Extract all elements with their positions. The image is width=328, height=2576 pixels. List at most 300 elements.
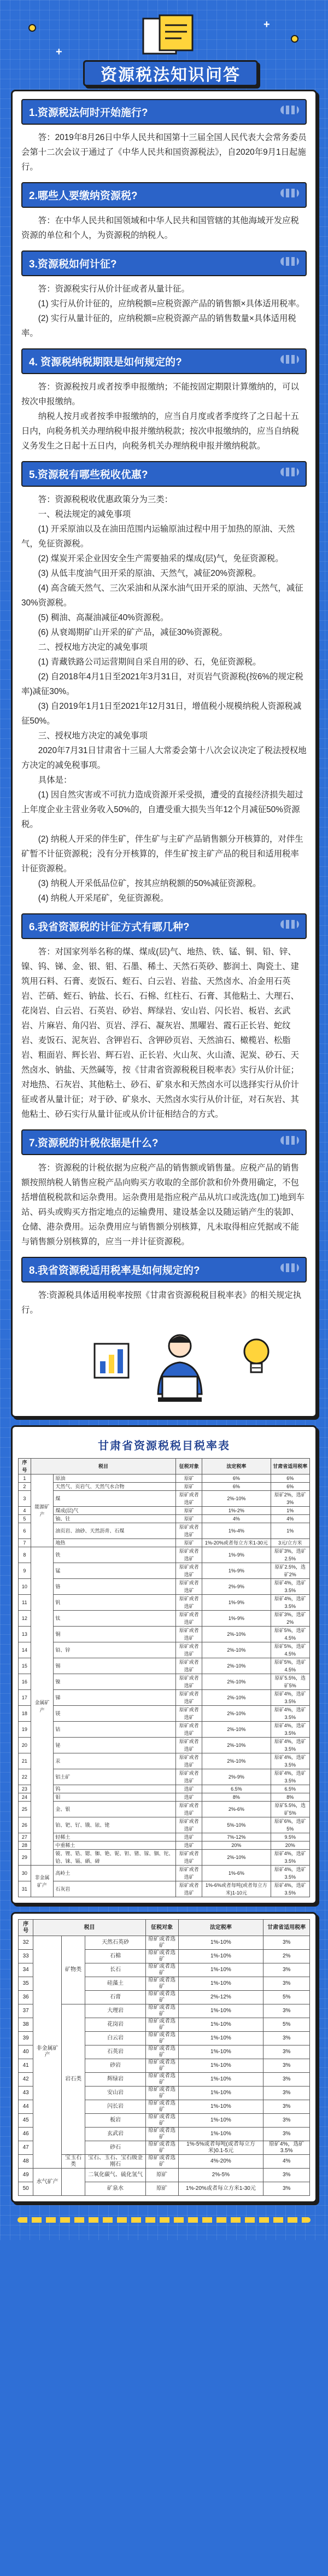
col-header: 税目: [33, 1920, 145, 1936]
answer-paragraph: (6) 从衰竭期矿山开采的矿产品，减征30%资源税。: [38, 628, 228, 637]
table-cell: 30: [19, 1866, 31, 1881]
table-cell: 石棉: [85, 1950, 145, 1963]
table-cell: 2%-10%: [202, 1706, 271, 1722]
table-cell: 宝石、玉石、宝石级金刚石: [85, 2155, 145, 2169]
answer-text: [21, 1288, 307, 1318]
decor-wave: [17, 2217, 311, 2223]
table-cell: 9: [19, 1563, 31, 1579]
table-cell: 22: [19, 1769, 31, 1785]
table-row: [19, 1491, 310, 1507]
table-cell: 20: [19, 1738, 31, 1753]
table-cell: 镁: [54, 1706, 176, 1722]
table-cell: 锡: [54, 1658, 176, 1674]
table-cell: 6.5%: [271, 1785, 310, 1793]
table-cell: 13: [19, 1627, 31, 1642]
table-cell: 41: [19, 2059, 33, 2073]
table-cell: 3: [19, 1491, 31, 1507]
table-cell: 47: [19, 2141, 33, 2155]
table-cell: 石英岩: [85, 2045, 145, 2059]
table-cell: 原矿或者选矿: [145, 2018, 178, 2032]
question-heading: 6.我省资源税的计征方式有哪几种?: [21, 913, 307, 939]
answer-text: [21, 213, 307, 243]
rate-table-title: 甘肃省资源税税目税率表: [98, 1440, 230, 1452]
table-cell: 3%: [263, 1936, 310, 1950]
chart-icon: [92, 1342, 131, 1380]
table-cell: 6%: [202, 1483, 271, 1491]
table-cell: 43: [19, 2087, 33, 2100]
table-cell: 锑: [54, 1690, 176, 1706]
table-cell: 原矿或者选矿: [176, 1690, 202, 1706]
table-cell: 原矿或者选矿: [176, 1523, 202, 1539]
answer-text: [21, 1161, 307, 1249]
answer-paragraph: (1) 开采原油以及在油田范围内运输原油过程中用于加热的原油、天然气，免征资源税。: [21, 524, 295, 549]
answer-text: [21, 380, 307, 453]
table-cell: 2%-10%: [202, 1690, 271, 1706]
table-cell: 5: [19, 1515, 31, 1523]
table-cell: 原矿2.5%，选矿2%: [271, 1563, 310, 1579]
table-cell: 原矿4%，选矿3.5%: [271, 1706, 310, 1722]
table-cell: 水气矿产: [33, 2169, 62, 2196]
answer-paragraph: (4) 高含硫天然气、三次采油和从深水油气田开采的原油、天然气，减征30%资源税。: [21, 584, 303, 608]
table-cell: 28: [19, 1841, 31, 1850]
table-cell: 原矿或者选矿: [176, 1547, 202, 1563]
answer-paragraph: (2) 自2018年4月1日至2021年3月31日，对页岩气资源税(按6%的规定税率)减征30%。: [21, 672, 303, 696]
table-cell: 20%: [202, 1841, 271, 1850]
table-cell: 3%: [263, 2100, 310, 2114]
table-cell: 25: [19, 1802, 31, 1817]
table-cell: 钛: [54, 1611, 176, 1627]
table-cell: 4%: [263, 2155, 310, 2169]
table-cell: 3%: [263, 2004, 310, 2018]
table-cell: 10: [19, 1579, 31, 1595]
table-cell: 宝玉石类: [61, 2155, 85, 2169]
answer-paragraph: 纳税人按月或者按季申报缴纳的，应当自月度或者季度终了之日起十五日内，向税务机关办理纳税申报并缴纳税款；按次申报缴纳的，应当自纳税义务发生之日起十五日内，向税务机关办理纳税申报并缴纳税款。: [21, 412, 299, 451]
table-cell: 1%-10%: [178, 2045, 263, 2059]
table-cell: 钼: [54, 1793, 176, 1802]
table-cell: 铬: [54, 1579, 176, 1595]
table-cell: 原矿或者选矿: [145, 2128, 178, 2141]
table-row: [19, 1539, 310, 1547]
table-cell: 石灰岩: [54, 1881, 176, 1897]
table-row: [19, 1674, 310, 1690]
table-row: [19, 1769, 310, 1785]
table-cell: 15: [19, 1658, 31, 1674]
table-cell: 原矿5%，选矿4.5%: [271, 1658, 310, 1674]
table-cell: 45: [19, 2114, 33, 2128]
col-header: 序号: [19, 1459, 31, 1475]
col-header: 税目: [31, 1459, 176, 1475]
question-heading: 2.哪些人要缴纳资源税?: [21, 182, 307, 208]
table-cell: 原矿或者选矿: [176, 1881, 202, 1897]
question-heading: 3.资源税如何计征?: [21, 250, 307, 276]
rate-table-2: [18, 1919, 310, 2196]
table-cell: 原矿或者选矿: [145, 2114, 178, 2128]
answer-paragraph: 二、授权地方决定的减免事项: [38, 643, 148, 652]
table-cell: 42: [19, 2073, 33, 2087]
table-cell: 1%-10%: [178, 2073, 263, 2087]
table-row: [19, 1722, 310, 1738]
question-heading: 7.资源税的计税依据是什么?: [21, 1129, 307, 1155]
answer-paragraph: (1) 青藏铁路公司运营期间自采自用的砂、石，免征资源税。: [38, 657, 261, 667]
table-cell: 27: [19, 1833, 31, 1841]
table-cell: 3%: [263, 2182, 310, 2196]
table-cell: 1%-10%: [178, 1936, 263, 1950]
table-cell: 44: [19, 2100, 33, 2114]
table-cell: 3%: [263, 2114, 310, 2128]
table-row: [19, 2169, 310, 2182]
table-cell: 煤: [54, 1491, 176, 1507]
answer-paragraph: 答:资源税具体适用税率按照《甘肃省资源税税目税率表》的相关规定执行。: [21, 1291, 302, 1315]
table-cell: 钨: [54, 1785, 176, 1793]
table-cell: 3%: [263, 2128, 310, 2141]
table-cell: 闪长岩: [85, 2100, 145, 2114]
table-row: [19, 1658, 310, 1674]
table-cell: 2%-12%: [178, 1991, 263, 2004]
table-cell: 原矿5.5%，选矿5%: [271, 1674, 310, 1690]
table-cell: 轻稀土: [54, 1833, 176, 1841]
qa-section: [21, 99, 307, 174]
bottom-decor: [7, 2211, 321, 2230]
table-cell: 3%: [263, 1977, 310, 1991]
decor-dot-icon: [28, 24, 36, 32]
table-cell: 原矿或者选矿: [176, 1769, 202, 1785]
table-cell: 2%-10%: [202, 1722, 271, 1738]
col-header: 法定税率: [178, 1920, 263, 1936]
table-cell: 原矿或者选矿: [145, 2004, 178, 2018]
table-cell: 原矿: [176, 1475, 202, 1483]
table-cell: 铝土矿: [54, 1769, 176, 1785]
answer-paragraph: (2) 实行从量计征的，应纳税额=应税资源产品的销售数量×具体适用税率。: [21, 314, 296, 338]
table-cell: 4%: [202, 1515, 271, 1523]
answer-text: [21, 492, 307, 906]
table-row: [19, 1595, 310, 1611]
table-cell: 2%-5%: [178, 2169, 263, 2182]
decor-dot-icon: [291, 35, 298, 43]
answer-paragraph: 具体是：: [38, 776, 72, 785]
table-row: [19, 1850, 310, 1866]
table-row: [19, 1793, 310, 1802]
qa-sections: [21, 99, 307, 1318]
table-cell: 选矿: [176, 1841, 202, 1850]
table-cell: 铜: [54, 1627, 176, 1642]
table-cell: 石膏: [85, 1991, 145, 2004]
table-row: [19, 1866, 310, 1881]
table-row: [19, 1841, 310, 1850]
col-header: 甘肃省适用税率: [263, 1920, 310, 1936]
table-cell: 原矿或者选矿: [145, 1963, 178, 1977]
table-cell: 8: [19, 1547, 31, 1563]
answer-paragraph: (3) 纳税人开采低品位矿，按其应纳税额的50%减征资源税。: [38, 879, 261, 888]
table-cell: 1%-20%或者每立方米1-30元: [178, 2182, 263, 2196]
table-row: [19, 1515, 310, 1523]
table-row: [19, 1579, 310, 1595]
answer-paragraph: (3) 从低丰度油气田开采的原油、天然气，减征20%资源税。: [38, 569, 261, 578]
table-row: [19, 1507, 310, 1515]
table-row: [19, 1523, 310, 1539]
table-cell: 煤成(层)气: [54, 1507, 176, 1515]
table-cell: 原矿或者选矿: [176, 1738, 202, 1753]
table-cell: 1%-10%: [178, 2032, 263, 2045]
table-cell: 16: [19, 1674, 31, 1690]
table-cell: 板岩: [85, 2114, 145, 2128]
qa-section: [21, 913, 307, 1122]
table-cell: 选矿: [176, 1793, 202, 1802]
lightbulb-icon: [240, 1336, 273, 1380]
table-cell: 非金属矿产: [31, 1866, 54, 1897]
table-cell: 原矿或者选矿: [176, 1706, 202, 1722]
answer-text: [21, 130, 307, 174]
table-cell: 2: [19, 1483, 31, 1491]
table-cell: 金、银: [54, 1802, 176, 1817]
table-cell: 2%-9%: [202, 1579, 271, 1595]
answer-paragraph: 答：资源税税收优惠政策分为三类：: [38, 495, 173, 504]
table-cell: 1%-9%: [202, 1611, 271, 1627]
answer-paragraph: 答：资源税按月或者按季申报缴纳；不能按固定期限计算缴纳的，可以按次申报缴纳。: [21, 382, 299, 406]
table-cell: 40: [19, 2045, 33, 2059]
table-cell: 长石: [85, 1963, 145, 1977]
col-header: 甘肃省适用税率: [271, 1459, 310, 1475]
table-cell: 19: [19, 1722, 31, 1738]
answer-paragraph: 答：在中华人民共和国领域和中华人民共和国管辖的其他海域开发应税资源的单位和个人，为资源税的纳税人。: [21, 216, 299, 240]
table-cell: 油页岩、油砂、天然沥青、石煤: [54, 1523, 176, 1539]
answer-paragraph: 三、授权地方决定的减免事项: [38, 731, 148, 741]
table-cell: 26: [19, 1817, 31, 1833]
table-cell: 6: [19, 1523, 31, 1539]
table-cell: 1%-6%或者每吨(或者每立方米)1-10元: [202, 1881, 271, 1897]
table-row: [19, 1817, 310, 1833]
table-cell: 原矿4%，选矿3.5%: [271, 1850, 310, 1866]
table-cell: 中重稀土: [54, 1841, 176, 1850]
table-cell: 原矿或者选矿: [176, 1579, 202, 1595]
table-cell: 21: [19, 1753, 31, 1769]
table-cell: 2%-10%: [202, 1850, 271, 1866]
answer-paragraph: 答：资源税的计税依据为应税产品的销售额或销售量。应税产品的销售额按照纳税人销售应税产品向购买方收取的全部价款和价外费用确定，不包括增值税税款和运杂费用。运杂费用是指应税产品从坑口或洗选(加工)地到车站、码头或购买方指定地点的运输费用、建设基金以及随运销产生的装卸、仓储、港杂费用。运杂费用应与销售额分别核算，凡未取得相应凭据或不能与销售额分别核算的，应当一并计征资源税。: [21, 1163, 305, 1246]
table-cell: 35: [19, 1977, 33, 1991]
qa-section: [21, 461, 307, 906]
table-row: [19, 1690, 310, 1706]
table-cell: 选矿: [176, 1785, 202, 1793]
illustration: [21, 1325, 307, 1407]
table-cell: 原矿或者选矿: [176, 1674, 202, 1690]
table-cell: 白云岩: [85, 2032, 145, 2045]
table-cell: 1%-10%: [178, 2128, 263, 2141]
table-row: [19, 1881, 310, 1897]
table-cell: 硅藻土: [85, 1977, 145, 1991]
table-cell: 原矿或者选矿: [176, 1611, 202, 1627]
table-cell: 原矿或者选矿: [145, 2045, 178, 2059]
table-cell: 原矿或者选矿: [145, 1936, 178, 1950]
table-cell: 1%-9%: [202, 1563, 271, 1579]
table-cell: 金属矿产: [31, 1547, 54, 1866]
table-cell: 31: [19, 1881, 31, 1897]
table-cell: 38: [19, 2018, 33, 2032]
table-cell: 29: [19, 1850, 31, 1866]
answer-paragraph: (1) 实行从价计征的，应纳税额=应税资源产品的销售额×具体适用税率。: [38, 299, 305, 308]
table-cell: 铅、锌: [54, 1642, 176, 1658]
table-cell: 原矿或者选矿: [145, 2073, 178, 2087]
table-cell: 3元/立方米: [271, 1539, 310, 1547]
table-cell: 原矿或者选矿: [145, 1950, 178, 1963]
answer-paragraph: (5) 稠油、高凝油减征40%资源税。: [38, 613, 169, 622]
table-cell: 1%-5%或者每吨(或者每立方米)0.1-5元: [178, 2141, 263, 2155]
decor-plus-icon: +: [263, 19, 270, 31]
table-cell: 辉绿岩: [85, 2073, 145, 2087]
table-cell: 3%: [263, 2032, 310, 2045]
table-cell: 原矿或者选矿: [176, 1850, 202, 1866]
table-cell: 8%: [271, 1793, 310, 1802]
table-cell: 原矿: [176, 1515, 202, 1523]
table-cell: 铋: [54, 1738, 176, 1753]
table-cell: 4: [19, 1507, 31, 1515]
question-heading: 1.资源税法何时开始施行?: [21, 99, 307, 125]
table-cell: 原矿或者选矿: [145, 2141, 178, 2155]
page-title: 资源税法知识问答: [83, 60, 258, 86]
table-cell: 3%: [263, 2045, 310, 2059]
rate-table-panel: [11, 1425, 317, 1904]
table-row: [19, 1785, 310, 1793]
table-cell: 6%: [271, 1475, 310, 1483]
table-row: [19, 1753, 310, 1769]
question-heading: 5.资源税有哪些税收优惠?: [21, 461, 307, 487]
table-row: [19, 1475, 310, 1483]
answer-paragraph: (4) 纳税人开采尾矿，免征资源税。: [38, 894, 169, 903]
table-cell: 2%-6%: [202, 1802, 271, 1817]
table-cell: 原矿4%，选矿3.5%: [271, 1690, 310, 1706]
table-cell: 3%: [263, 2073, 310, 2087]
table-cell: 原矿: [176, 1483, 202, 1491]
table-cell: 大理岩: [85, 2004, 145, 2018]
answer-paragraph: (2) 煤炭开采企业因安全生产需要抽采的煤成(层)气，免征资源税。: [38, 554, 284, 563]
table-cell: 铀、钍: [54, 1515, 176, 1523]
answer-paragraph: 答：资源税实行从价计征或者从量计征。: [38, 284, 190, 294]
table-cell: 原矿4%，选矿3.5%: [271, 1866, 310, 1881]
table-cell: 原矿或者选矿: [145, 2087, 178, 2100]
table-cell: 49: [19, 2169, 33, 2182]
table-cell: 原矿2%，选矿3%: [271, 1491, 310, 1507]
table-cell: 原矿或者选矿: [176, 1817, 202, 1833]
table-cell: 原矿: [145, 2182, 178, 2196]
table-cell: 原矿: [176, 1539, 202, 1547]
qa-card: [11, 90, 317, 1418]
table-cell: 原矿5%，选矿4.5%: [271, 1627, 310, 1642]
table-cell: 选矿: [176, 1833, 202, 1841]
table-row: [19, 1738, 310, 1753]
table-cell: 8%: [202, 1793, 271, 1802]
rate-table-panel-2: [11, 1912, 317, 2203]
table-cell: 汞: [54, 1753, 176, 1769]
table-cell: 46: [19, 2128, 33, 2141]
table-cell: 原油: [54, 1475, 176, 1483]
table-cell: 原矿或者选矿: [145, 1977, 178, 1991]
table-cell: 4%-20%: [178, 2155, 263, 2169]
table-cell: [61, 2169, 85, 2196]
table-cell: 原矿或者选矿: [176, 1866, 202, 1881]
table-row: [19, 1627, 310, 1642]
table-cell: 原矿6%，选矿5%: [271, 1817, 310, 1833]
qa-section: [21, 1129, 307, 1249]
table-cell: 高岭土: [54, 1866, 176, 1881]
table-cell: 原矿4%，选矿3.5%: [271, 1722, 310, 1738]
table-cell: 镍: [54, 1674, 176, 1690]
table-cell: 2%-10%: [202, 1658, 271, 1674]
table-cell: 安山岩: [85, 2087, 145, 2100]
table-cell: 2%-10%: [202, 1674, 271, 1690]
table-cell: 原矿4%，选矿3.5%: [271, 1769, 310, 1785]
table-cell: 1%-10%: [178, 1963, 263, 1977]
table-row: [19, 1833, 310, 1841]
table-cell: 原矿或者选矿: [176, 1563, 202, 1579]
table-cell: 铁: [54, 1547, 176, 1563]
table-cell: 原矿或者选矿: [176, 1627, 202, 1642]
table-cell: 钒: [54, 1595, 176, 1611]
table-cell: 36: [19, 1991, 33, 2004]
table-cell: 岩石类: [61, 2004, 85, 2155]
rate-table: [18, 1458, 310, 1897]
table-cell: 原矿4%，选矿3.5%: [271, 1595, 310, 1611]
table-cell: 2%: [263, 1950, 310, 1963]
table-cell: 2%-10%: [202, 1627, 271, 1642]
answer-paragraph: 2020年7月31日甘肃省十三届人大常委会第十八次会议决定了税法授权地方决定的减免税事项。: [21, 746, 307, 770]
table-cell: 24: [19, 1793, 31, 1802]
table-cell: 1%-10%: [178, 2004, 263, 2018]
table-cell: 2%-10%: [202, 1738, 271, 1753]
table-cell: 1%-10%: [178, 1977, 263, 1991]
table-cell: 原矿或者选矿: [145, 2032, 178, 2045]
table-row: [19, 1706, 310, 1722]
table-cell: 4%: [271, 1515, 310, 1523]
table-cell: 2%-9%: [202, 1769, 271, 1785]
table-cell: 3%: [263, 2059, 310, 2073]
table-cell: 6%: [202, 1475, 271, 1483]
answer-text: [21, 282, 307, 341]
answer-paragraph: 答：2019年8月26日中华人民共和国第十三届全国人民代表大会常务委员会第十二次会议于通过了《中华人民共和国资源税法》，自2020年9月1日起施行。: [21, 133, 307, 172]
table-cell: 48: [19, 2155, 33, 2169]
table-cell: 玄武岩: [85, 2128, 145, 2141]
table-cell: 二氧化碳气、硫化氢气: [85, 2169, 145, 2182]
table-cell: 1%-20%或者每立方米1-30元: [202, 1539, 271, 1547]
table-row: [19, 2155, 310, 2169]
table-cell: 7: [19, 1539, 31, 1547]
table-cell: 1%-9%: [202, 1547, 271, 1563]
table-cell: 天然气、页岩气、天然气水合物: [54, 1483, 176, 1491]
table-cell: 1: [19, 1475, 31, 1483]
table-cell: 33: [19, 1950, 33, 1963]
table-cell: 原矿4%，选矿3.5%: [271, 1579, 310, 1595]
answer-paragraph: (3) 自2019年1月1日至2021年12月31日，增值税小规模纳税人资源税减征50%。: [21, 702, 302, 726]
qa-section: [21, 182, 307, 243]
table-cell: 铂、钯、钌、锇、铱、铑: [54, 1817, 176, 1833]
table-cell: 原矿或者选矿: [176, 1595, 202, 1611]
table-row: [19, 1642, 310, 1658]
table-cell: 钴: [54, 1722, 176, 1738]
table-row: [19, 1611, 310, 1627]
table-cell: 原矿或者选矿: [176, 1802, 202, 1817]
col-header: 征税对象: [176, 1459, 202, 1475]
table-cell: 能源矿产: [31, 1475, 54, 1547]
table-cell: 5%-10%: [202, 1817, 271, 1833]
table-cell: 6%: [271, 1483, 310, 1491]
table-cell: 原矿3%，选矿2%: [271, 1611, 310, 1627]
table-cell: 原矿4%，选矿3.5%: [263, 2141, 310, 2155]
table-cell: 地热: [54, 1539, 176, 1547]
table-cell: 原矿5%，选矿4.5%: [271, 1642, 310, 1658]
answer-paragraph: 一、税法规定的减免事项: [38, 510, 131, 519]
table-cell: 3%: [263, 2169, 310, 2182]
table-cell: 1%-10%: [178, 2059, 263, 2073]
table-cell: 32: [19, 1936, 33, 1950]
qa-section: [21, 348, 307, 453]
table-cell: 原矿或者选矿: [176, 1491, 202, 1507]
